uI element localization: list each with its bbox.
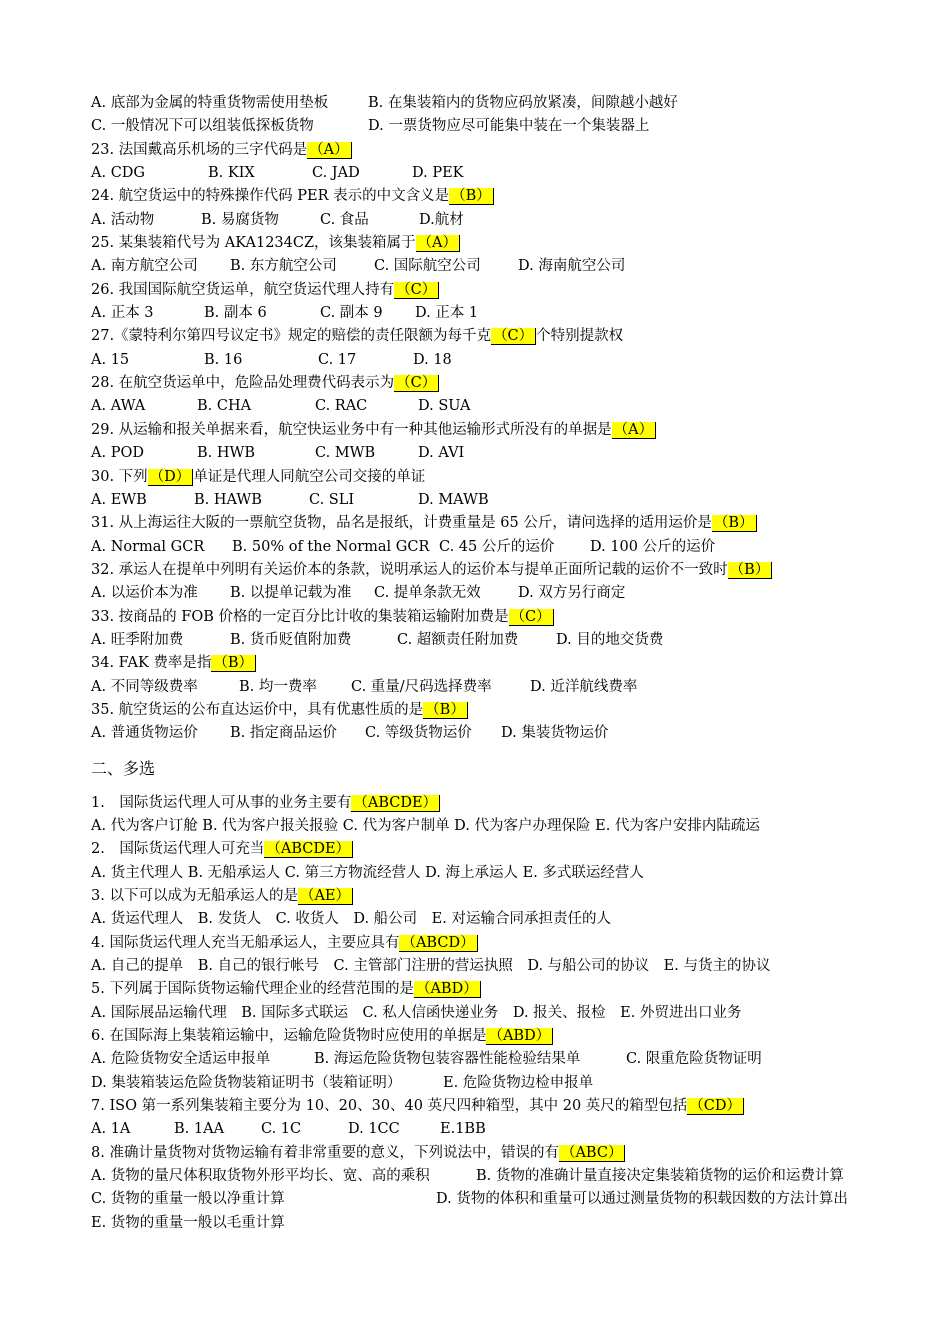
option-item: B. 50% of the Normal GCR bbox=[232, 538, 430, 555]
answer-highlight: （AE） bbox=[298, 888, 353, 905]
options-line bbox=[91, 676, 891, 699]
option-item: C. JAD bbox=[312, 165, 360, 182]
question-text: 2. 国际货运代理人可充当 bbox=[91, 841, 265, 858]
options-line bbox=[91, 1002, 891, 1025]
option-item: D. 18 bbox=[413, 351, 452, 368]
question-line bbox=[91, 1025, 891, 1048]
option-item: C. 提单条款无效 bbox=[374, 585, 481, 602]
options-line bbox=[91, 536, 891, 559]
option-item: D. AVI bbox=[418, 445, 465, 462]
option-item: D. 双方另行商定 bbox=[518, 585, 626, 602]
answer-highlight: （A） bbox=[307, 142, 351, 159]
option-item: B. 货物的准确计量直接决定集装箱货物的运价和运费计算 bbox=[476, 1168, 844, 1185]
question-text: 32. 承运人在提单中列明有关运价本的条款，说明承运人的运价本与提单正面所记载的运价不一致时 bbox=[91, 561, 728, 578]
option-item: C. 食品 bbox=[320, 211, 369, 228]
question-line bbox=[91, 932, 891, 955]
option-item: B. 海运危险货物包装容器性能检验结果单 bbox=[314, 1051, 581, 1068]
option-item: A. POD bbox=[91, 445, 144, 462]
answer-highlight: （B） bbox=[712, 515, 757, 532]
option-item: C. SLI bbox=[309, 491, 355, 508]
options-line bbox=[91, 349, 891, 372]
question-text: 6. 在国际海上集装箱运输中，运输危险货物时应使用的单据是 bbox=[91, 1028, 487, 1045]
question-text: 29. 从运输和报关单据来看，航空快运业务中有一种其他运输形式所没有的单据是 bbox=[91, 421, 612, 438]
question-text: 30. 下列 bbox=[91, 468, 148, 485]
section-heading: 二、多选 bbox=[91, 758, 156, 778]
options-line bbox=[91, 1118, 891, 1141]
option-item: C. 重量/尺码选择费率 bbox=[351, 678, 492, 695]
options-line bbox=[91, 489, 891, 512]
option-item: C. 货物的重量一般以净重计算 bbox=[91, 1191, 285, 1208]
option-item: A. 正本 3 bbox=[91, 305, 154, 322]
question-line bbox=[91, 699, 891, 722]
options-line bbox=[91, 302, 891, 325]
option-item: C. 国际航空公司 bbox=[374, 258, 481, 275]
question-text: 26. 我国国际航空货运单，航空货运代理人持有 bbox=[91, 281, 395, 298]
options-line bbox=[91, 395, 891, 418]
option-item: A. 货运代理人 B. 发货人 C. 收货人 D. 船公司 E. 对运输合同承担责任的人 bbox=[91, 911, 611, 928]
question-line bbox=[91, 512, 891, 535]
option-item: B. HWB bbox=[197, 445, 256, 462]
option-item: A. AWA bbox=[91, 398, 146, 415]
question-line bbox=[91, 139, 891, 162]
question-text: 3. 以下可以成为无船承运人的是 bbox=[91, 888, 298, 904]
answer-highlight: （C） bbox=[491, 328, 536, 345]
options-line bbox=[91, 722, 891, 745]
option-item: A. 旺季附加费 bbox=[91, 631, 184, 648]
answer-highlight: （ABCDE） bbox=[264, 841, 353, 858]
question-text: 35. 航空货运的公布直达运价中，具有优惠性质的是 bbox=[91, 701, 424, 718]
option-item: B. 指定商品运价 bbox=[230, 725, 337, 742]
question-line bbox=[91, 279, 891, 302]
option-item: A. 南方航空公司 bbox=[91, 258, 198, 275]
option-item: A. CDG bbox=[91, 165, 145, 182]
question-text: 1. 国际货运代理人可从事的业务主要有 bbox=[91, 794, 352, 811]
option-item: B. 16 bbox=[204, 351, 243, 368]
option-item: C. 等级货物运价 bbox=[365, 725, 472, 742]
question-line bbox=[91, 606, 891, 629]
question-text-tail: 个特别提款权 bbox=[536, 328, 624, 345]
option-item: C. 17 bbox=[318, 351, 357, 368]
option-item: E. 货物的重量一般以毛重计算 bbox=[91, 1214, 285, 1231]
option-item: A. 货物的量尺体积取货物外形平均长、宽、高的乘积 bbox=[91, 1168, 430, 1185]
question-text: 33. 按商品的 FOB 价格的一定百分比计收的集装箱运输附加费是 bbox=[91, 608, 509, 625]
options-line bbox=[91, 815, 891, 838]
option-item: A. 以运价本为准 bbox=[91, 585, 198, 602]
option-item: D. 目的地交货费 bbox=[556, 631, 664, 648]
question-line bbox=[91, 559, 891, 582]
option-item: D. 正本 1 bbox=[415, 305, 479, 322]
answer-highlight: （ABCDE） bbox=[351, 795, 440, 812]
question-text: 7. ISO 第一系列集装箱主要分为 10、20、30、40 英尺四种箱型，其中 20 英尺的箱型包括 bbox=[91, 1098, 688, 1115]
options-line bbox=[91, 908, 891, 931]
options-line bbox=[91, 1212, 891, 1235]
answer-highlight: （B） bbox=[728, 562, 773, 579]
option-item: A. 活动物 bbox=[91, 211, 155, 228]
option-item: B. KIX bbox=[208, 165, 255, 182]
answer-highlight: （CD） bbox=[687, 1098, 744, 1115]
option-item: D. 近洋航线费率 bbox=[530, 678, 638, 695]
options-line bbox=[91, 442, 891, 465]
answer-highlight: （D） bbox=[148, 469, 194, 486]
option-item: A. 15 bbox=[91, 351, 130, 368]
option-item: D. 海南航空公司 bbox=[518, 258, 626, 275]
answer-highlight: （ABD） bbox=[414, 981, 481, 998]
question-text: 24. 航空货运中的特殊操作代码 PER 表示的中文含义是 bbox=[91, 188, 450, 205]
option-item: D. SUA bbox=[418, 398, 471, 415]
option-item: C. 1C bbox=[261, 1121, 302, 1138]
option-item: A. Normal GCR bbox=[91, 538, 205, 555]
answer-highlight: （A） bbox=[612, 422, 656, 439]
options-line bbox=[91, 1188, 891, 1211]
answer-highlight: （C） bbox=[394, 282, 439, 299]
answer-highlight: （ABD） bbox=[486, 1028, 553, 1045]
option-item: A. 国际展品运输代理 B. 国际多式联运 C. 私人信函快递业务 D. 报关、报检 E. 外贸进出口业务 bbox=[91, 1004, 742, 1021]
question-text: 27.《蒙特利尔第四号议定书》规定的赔偿的责任限额为每千克 bbox=[91, 328, 492, 345]
question-text: 5. 下列属于国际货物运输代理企业的经营范围的是 bbox=[91, 981, 414, 998]
question-text: 34. FAK 费率是指 bbox=[91, 655, 212, 672]
answer-highlight: （C） bbox=[394, 375, 439, 392]
options-line bbox=[91, 955, 891, 978]
question-line bbox=[91, 232, 891, 255]
answer-highlight: （ABCD） bbox=[399, 935, 477, 952]
option-item: D. 货物的体积和重量可以通过测量货物的积载因数的方法计算出 bbox=[436, 1191, 848, 1208]
option-item: A. 自己的提单 B. 自己的银行帐号 C. 主管部门注册的营运执照 D. 与船公司的协议 E. 与货主的协议 bbox=[91, 958, 771, 975]
option-item: A. 普通货物运价 bbox=[91, 725, 198, 742]
option-item: D. 集装货物运价 bbox=[501, 725, 609, 742]
option-item: C. RAC bbox=[315, 398, 368, 415]
options-line bbox=[91, 1165, 891, 1188]
option-item: A. EWB bbox=[91, 491, 147, 508]
question-line bbox=[91, 466, 891, 489]
question-line bbox=[91, 419, 891, 442]
answer-highlight: （B） bbox=[449, 188, 494, 205]
option-item: C. 限重危险货物证明 bbox=[626, 1051, 762, 1068]
options-line bbox=[91, 1072, 891, 1095]
question-line bbox=[91, 1142, 891, 1165]
option-item: D. 集装箱装运危险货物装箱证明书（装箱证明） bbox=[91, 1074, 402, 1091]
options-line bbox=[91, 162, 891, 185]
question-text: 31. 从上海运往大阪的一票航空货物，品名是报纸，计费重量是 65 公斤，请问选择的适用运价是 bbox=[91, 515, 712, 532]
answer-highlight: （C） bbox=[509, 609, 554, 626]
option-item: B. 东方航空公司 bbox=[230, 258, 337, 275]
answer-highlight: （ABC） bbox=[559, 1145, 626, 1162]
option-item: A. 危险货物安全适运申报单 bbox=[91, 1051, 271, 1068]
answer-highlight: （B） bbox=[211, 655, 256, 672]
option-item: B. 均一费率 bbox=[239, 678, 317, 695]
question-line bbox=[91, 885, 891, 908]
options-line bbox=[91, 629, 891, 652]
question-line bbox=[91, 838, 891, 861]
question-text: 4. 国际货运代理人充当无船承运人，主要应具有 bbox=[91, 934, 400, 951]
answer-highlight: （B） bbox=[423, 702, 468, 719]
question-text-tail: 单证是代理人同航空公司交接的单证 bbox=[193, 468, 426, 485]
option-item: D. 100 公斤的运价 bbox=[590, 538, 716, 555]
question-line bbox=[91, 1095, 891, 1118]
option-item: B. CHA bbox=[197, 398, 252, 415]
options-line bbox=[91, 115, 891, 138]
question-text: 25. 某集装箱代号为 AKA1234CZ，该集装箱属于 bbox=[91, 235, 416, 252]
question-line bbox=[91, 792, 891, 815]
option-item: D. MAWB bbox=[418, 491, 489, 508]
question-line bbox=[91, 652, 891, 675]
option-item: E.1BB bbox=[440, 1121, 486, 1138]
question-line bbox=[91, 185, 891, 208]
question-line bbox=[91, 325, 891, 348]
question-text: 28. 在航空货运单中，危险品处理费代码表示为 bbox=[91, 375, 395, 392]
option-item: E. 危险货物边检申报单 bbox=[443, 1074, 594, 1091]
option-item: A. 1A bbox=[91, 1121, 131, 1138]
option-item: C. 副本 9 bbox=[320, 305, 383, 322]
option-item: A. 不同等级费率 bbox=[91, 678, 198, 695]
option-item: D.航材 bbox=[419, 211, 464, 228]
options-line bbox=[91, 1048, 891, 1071]
option-item: A. 货主代理人 B. 无船承运人 C. 第三方物流经营人 D. 海上承运人 E. 多式联运经营人 bbox=[91, 864, 644, 881]
options-line bbox=[91, 209, 891, 232]
option-item: B. 在集装箱内的货物应码放紧凑，间隙越小越好 bbox=[368, 95, 678, 111]
option-item: C. 一般情况下可以组装低探板货物 bbox=[91, 118, 314, 135]
question-text: 8. 准确计量货物对货物运输有着非常重要的意义，下列说法中，错误的有 bbox=[91, 1144, 559, 1161]
question-text: 23. 法国戴高乐机场的三字代码是 bbox=[91, 141, 308, 158]
option-item: B. 易腐货物 bbox=[201, 211, 279, 228]
option-item: C. MWB bbox=[315, 445, 376, 462]
option-item: C. 45 公斤的运价 bbox=[439, 538, 555, 555]
option-item: B. 副本 6 bbox=[204, 305, 267, 322]
option-item: D. 1CC bbox=[348, 1121, 400, 1138]
options-line bbox=[91, 862, 891, 885]
options-line bbox=[91, 255, 891, 278]
exam-content bbox=[91, 92, 891, 1235]
option-item: D. 一票货物应尽可能集中装在一个集装器上 bbox=[368, 118, 650, 135]
question-line bbox=[91, 978, 891, 1001]
option-item: D. PEK bbox=[412, 165, 464, 182]
answer-highlight: （A） bbox=[416, 235, 460, 252]
options-line bbox=[91, 582, 891, 605]
option-item: B. 货币贬值附加费 bbox=[230, 631, 352, 648]
option-item: A. 代为客户订舱 B. 代为客户报关报验 C. 代为客户制单 D. 代为客户办理保险 E. 代为客户安排内陆疏运 bbox=[91, 817, 760, 834]
option-item: A. 底部为金属的特重货物需使用垫板 bbox=[91, 95, 329, 111]
question-line bbox=[91, 372, 891, 395]
option-item: B. HAWB bbox=[194, 491, 262, 508]
option-item: B. 以提单记载为准 bbox=[230, 585, 352, 602]
options-line bbox=[91, 92, 891, 115]
option-item: C. 超额责任附加费 bbox=[397, 631, 519, 648]
option-item: B. 1AA bbox=[174, 1121, 225, 1138]
